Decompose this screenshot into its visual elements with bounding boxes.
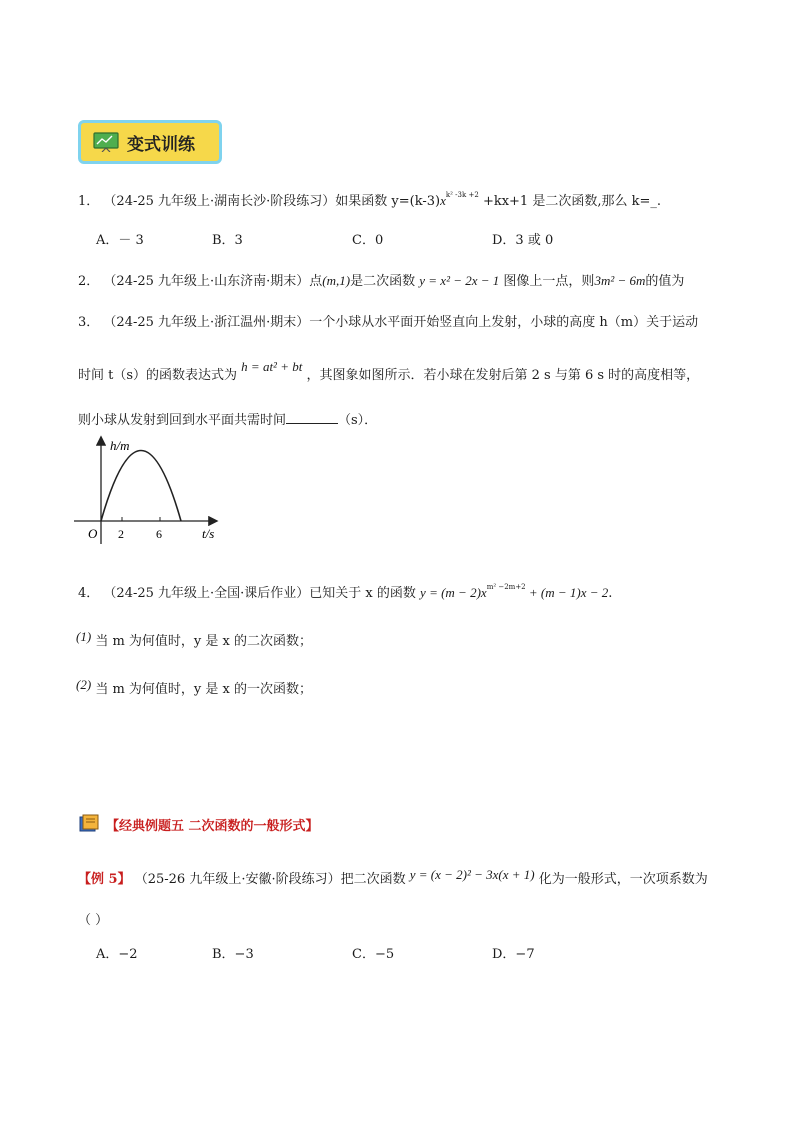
section-header: [78, 814, 319, 834]
q3-formula: h = at² + bt: [241, 359, 303, 374]
whiteboard-icon: [93, 132, 119, 152]
q3-line3a: 则小球从发射到回到水平面共需时间: [78, 413, 287, 428]
q1-base: x: [440, 193, 446, 208]
q2-mid2: 图像上一点，则: [503, 274, 595, 289]
q2-function: y = x² − 2x − 1: [419, 273, 500, 288]
q4-sub-1: [76, 629, 312, 651]
question-3-line-1: [78, 314, 698, 332]
q4-sub1-number: (1): [76, 629, 92, 644]
q3-line2b: ，其图象如图所示．若小球在发射后第 2 s 与第 6 s 时的高度相等，: [306, 368, 700, 383]
example-5: [78, 867, 708, 889]
x-axis-label: t/s: [202, 526, 215, 541]
tick-label-2: 2: [118, 527, 124, 541]
q1-source: （24-25 九年级上·湖南长沙·阶段练习）如果函数 y=(k-3): [103, 194, 441, 209]
ex5-paren: （ ）: [78, 913, 109, 928]
q2-end: 的值为: [645, 274, 685, 289]
section-banner: [78, 120, 222, 164]
q4-source: （24-25 九年级上·全国·课后作业）已知关于 x 的函数: [103, 586, 416, 601]
q4-function: y = (m − 2)x: [420, 585, 487, 600]
ex5-option-c[interactable]: C．−5: [352, 947, 395, 962]
question-3-line-3: [78, 410, 377, 430]
banner-label: 变式训练: [127, 134, 195, 155]
q4-sub-2: [76, 677, 312, 699]
q2-number: 2．: [78, 274, 100, 289]
q1-option-b[interactable]: B．3: [212, 233, 243, 248]
q1-option-c[interactable]: C．0: [352, 233, 384, 248]
q1-option-d[interactable]: D．3 或 0: [492, 233, 554, 248]
q2-expression: 3m² − 6m: [594, 273, 646, 288]
ex5-function: y = (x − 2)² − 3x(x + 1): [409, 867, 535, 882]
ex5-end: 化为一般形式，一次项系数为: [538, 872, 708, 887]
q1-tail: +kx+1 是二次函数,那么 k=_.: [482, 194, 662, 209]
ex5-source: （25-26 九年级上·安徽·阶段练习）把二次函数: [134, 872, 406, 887]
y-axis-label: h/m: [110, 438, 130, 453]
section-title: 【经典例题五 二次函数的一般形式】: [106, 818, 319, 834]
q3-line1: （24-25 九年级上·浙江温州·期末）一个小球从水平面开始竖直向上发射，小球的高度 h（m）关于运动: [103, 315, 699, 330]
q3-answer-blank[interactable]: [286, 410, 338, 424]
q1-option-a[interactable]: A．－ 3: [96, 233, 144, 248]
q4-exponent: m² −2m+2: [486, 583, 526, 591]
question-2: [78, 272, 684, 291]
ex5-tag: 【例 5】: [78, 872, 131, 887]
q4-sub1-text: 当 m 为何值时，y 是 x 的二次函数；: [95, 634, 312, 649]
q4-sub2-number: (2): [76, 677, 92, 692]
q1-exponent: k² -3k +2: [445, 191, 479, 199]
book-icon: [78, 814, 100, 834]
q3-number: 3．: [78, 315, 100, 330]
q3-line2a: 时间 t（s）的函数表达式为: [78, 368, 238, 383]
question-3-line-2: [78, 359, 700, 385]
q4-sub2-text: 当 m 为何值时，y 是 x 的一次函数；: [95, 682, 312, 697]
q4-function-tail: + (m − 1)x − 2: [525, 585, 609, 600]
question-4: [78, 584, 612, 604]
ex5-option-b[interactable]: B．−3: [212, 947, 254, 962]
tick-label-6: 6: [156, 527, 162, 541]
q2-point: (m,1): [322, 273, 351, 288]
question-1: [78, 192, 661, 212]
ex5-option-d[interactable]: D．−7: [492, 947, 535, 962]
q1-number: 1．: [78, 194, 100, 209]
origin-label: O: [88, 526, 98, 541]
parabola-curve: [101, 451, 181, 522]
q3-parabola-graph: [66, 432, 236, 548]
q3-line3b: （s）．: [338, 413, 378, 428]
q4-end: .: [608, 586, 613, 601]
q2-mid: 是二次函数: [350, 274, 416, 289]
ex5-option-a[interactable]: A．−2: [96, 947, 138, 962]
q4-number: 4．: [78, 586, 100, 601]
q2-source: （24-25 九年级上·山东济南·期末）点: [103, 274, 323, 289]
